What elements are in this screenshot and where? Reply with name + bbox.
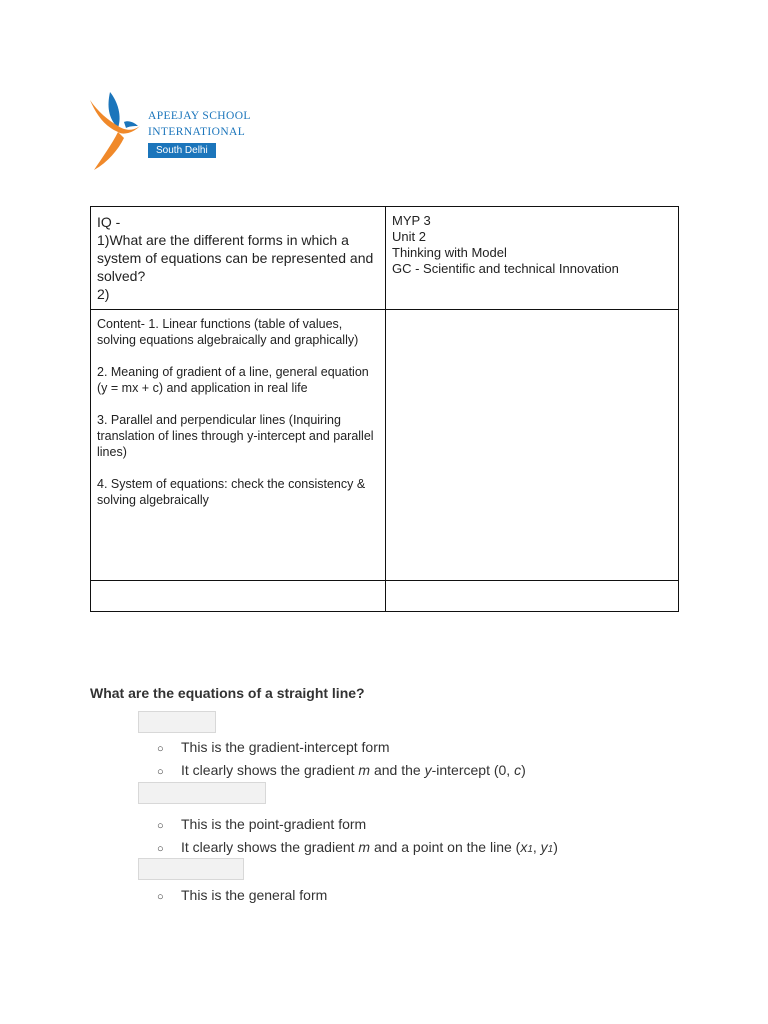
bullet-circle-icon: ○: [157, 843, 164, 855]
school-logo: [88, 92, 251, 174]
empty-cell: [386, 581, 679, 612]
iq-question-1: 1)What are the different forms in which a system of equations can be represented and solved?: [97, 232, 374, 284]
bullet-circle-icon: ○: [157, 891, 164, 903]
global-context: GC - Scientific and technical Innovation: [392, 261, 619, 276]
variable-y: y: [424, 762, 432, 778]
form3-description: This is the general form: [181, 887, 328, 903]
text-run: ): [521, 762, 526, 778]
section-question: What are the equations of a straight line?: [90, 685, 365, 701]
equation-image-placeholder: [138, 711, 216, 733]
bullet-circle-icon: ○: [157, 743, 164, 755]
content-item-1: Content- 1. Linear functions (table of values, solving equations algebraically and graphically): [97, 317, 359, 347]
unit-planner-table: [90, 206, 679, 612]
variable-x: x: [520, 839, 528, 855]
variable-c: c: [514, 762, 522, 778]
text-run: and a point on the line (: [370, 839, 521, 855]
inquiry-question-cell: [91, 207, 386, 310]
variable-y: y: [540, 839, 548, 855]
list-item: [157, 737, 526, 760]
bullet-circle-icon: ○: [157, 766, 164, 778]
list-item: [157, 760, 526, 783]
iq-question-2: 2): [97, 286, 110, 302]
logo-text-branch: South Delhi: [148, 143, 216, 158]
unit-meta-cell: [386, 207, 679, 310]
text-run: It clearly shows the gradient: [181, 762, 359, 778]
unit-number: Unit 2: [392, 229, 426, 244]
form2-bullet-list: [157, 814, 558, 860]
text-run: ): [553, 839, 558, 855]
text-run: -intercept (0,: [431, 762, 515, 778]
logo-text-school: APEEJAY SCHOOL: [148, 110, 251, 122]
empty-cell: [386, 310, 679, 581]
list-item: [157, 837, 558, 860]
unit-concept: Thinking with Model: [392, 245, 507, 260]
subscript: 1: [527, 844, 533, 855]
bullet-circle-icon: ○: [157, 820, 164, 832]
list-item: [157, 885, 327, 908]
content-item-3: 3. Parallel and perpendicular lines (Inquiring translation of lines through y-intercept and parallel lines): [97, 413, 374, 459]
text-run: and the: [370, 762, 425, 778]
table-row: [91, 207, 679, 310]
list-item: [157, 814, 558, 837]
table-row: [91, 310, 679, 581]
logo-text-international: INTERNATIONAL: [148, 126, 246, 138]
table-row: [91, 581, 679, 612]
text-run: It clearly shows the gradient: [181, 839, 359, 855]
empty-cell: [91, 581, 386, 612]
variable-m: m: [358, 762, 371, 778]
content-item-2: 2. Meaning of gradient of a line, general equation (y = mx + c) and application in real life: [97, 365, 369, 395]
content-item-4: 4. System of equations: check the consistency & solving algebraically: [97, 477, 366, 507]
form3-bullet-list: [157, 885, 327, 908]
variable-m: m: [358, 839, 371, 855]
equation-image-placeholder: [138, 858, 244, 880]
form1-description: This is the gradient-intercept form: [181, 739, 390, 755]
form2-description: This is the point-gradient form: [181, 816, 367, 832]
equation-image-placeholder: [138, 782, 266, 804]
text-run: ,: [532, 839, 541, 855]
content-cell: [91, 310, 386, 581]
iq-label: IQ -: [97, 214, 121, 230]
myp-level: MYP 3: [392, 213, 431, 228]
subscript: 1: [547, 844, 554, 855]
form1-bullet-list: [157, 737, 526, 783]
bird-logo-icon: [88, 92, 148, 174]
